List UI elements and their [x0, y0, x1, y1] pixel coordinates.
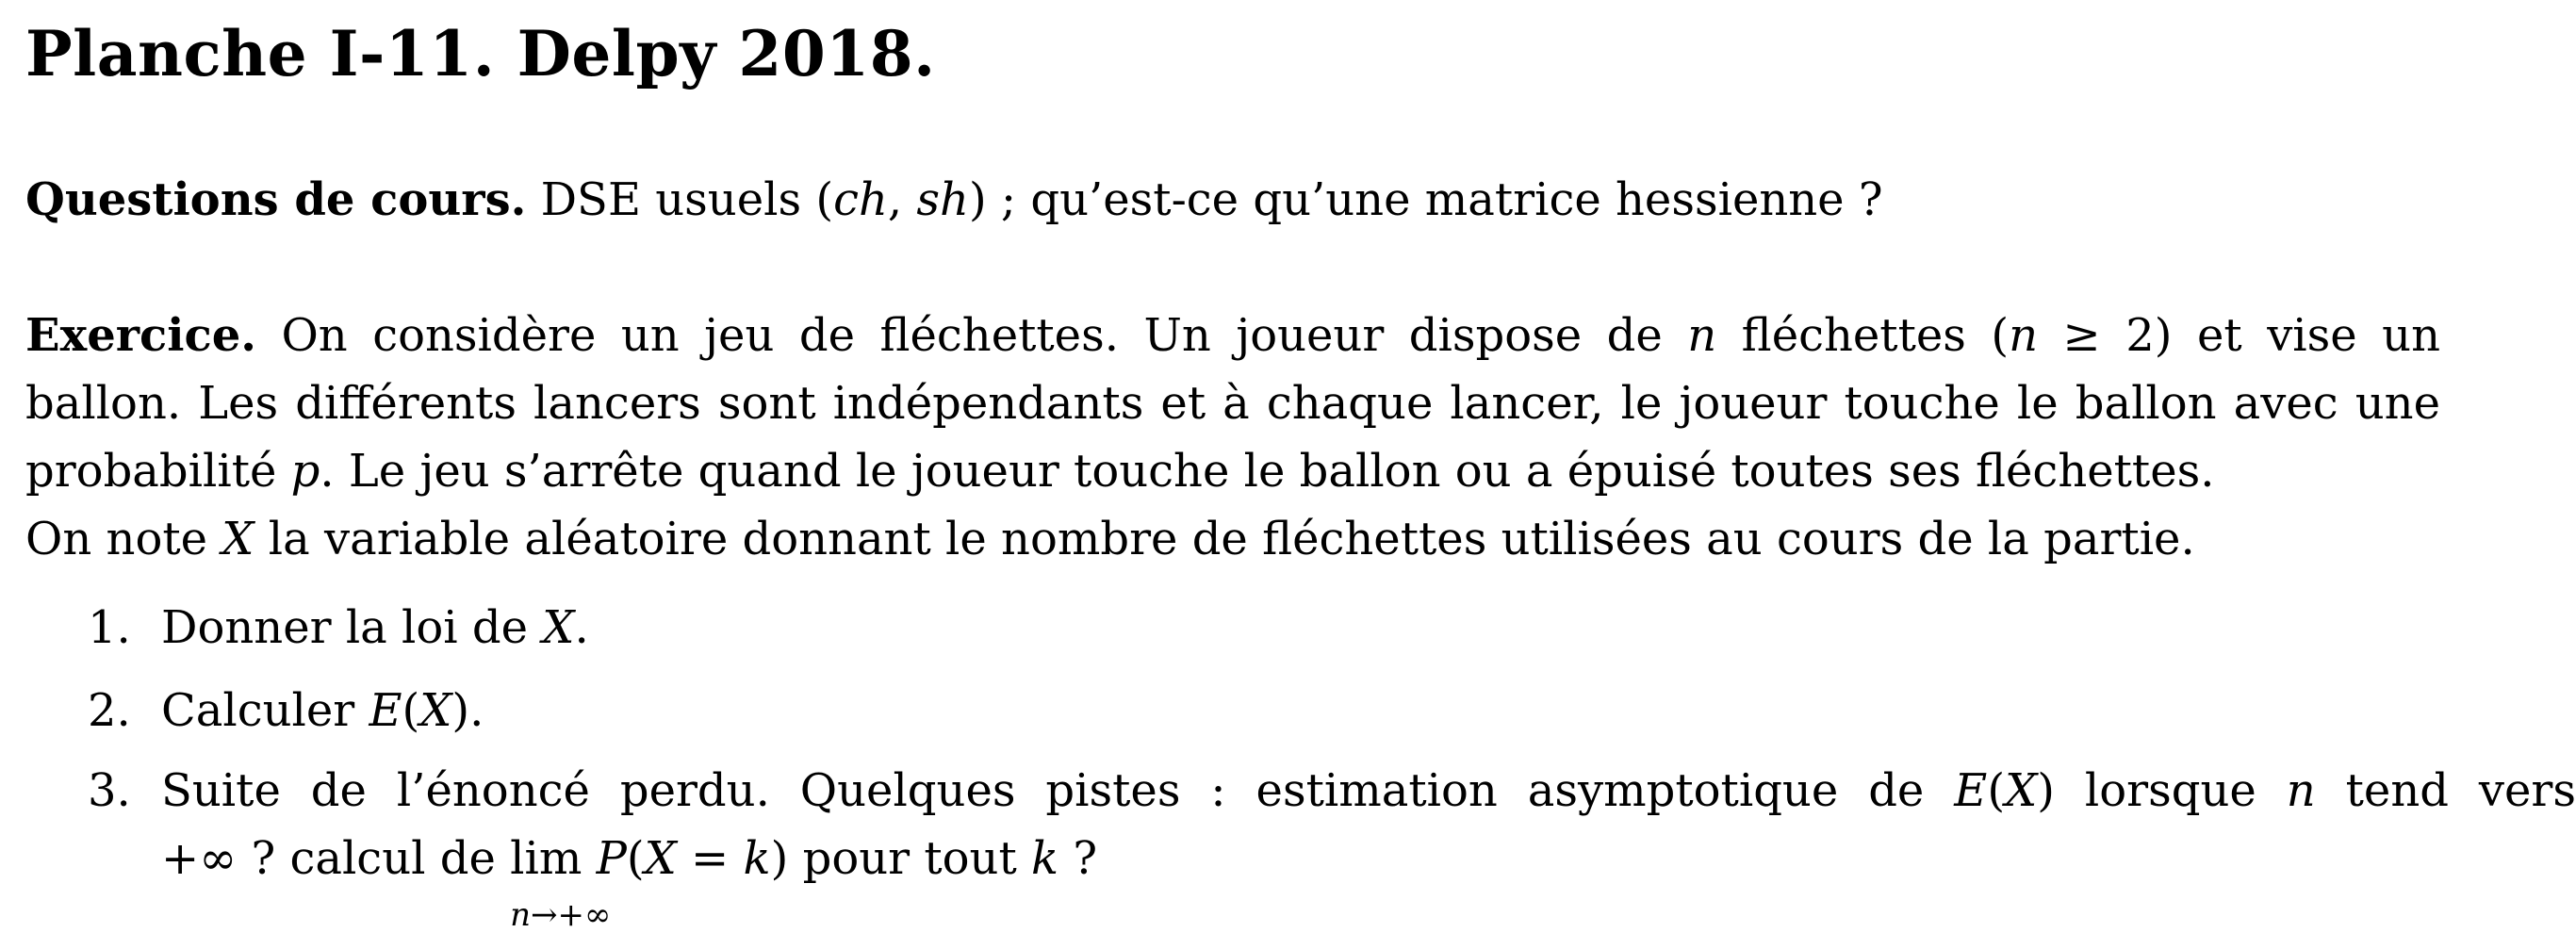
course-questions-label: Questions de cours. [25, 173, 527, 226]
math-k: k [743, 832, 771, 885]
math-X: X [644, 832, 677, 885]
item-1-text-b: . [574, 601, 589, 654]
course-questions-comma: , [887, 173, 917, 226]
expr-paren-open: ( [626, 832, 645, 885]
list-item-text [161, 594, 2576, 662]
item-3-text-b: lorsque [2054, 764, 2287, 817]
item-2-paren-open: ( [402, 684, 420, 737]
course-questions [25, 166, 1883, 234]
list-item [25, 757, 2576, 934]
item-3-text-c: tend vers [2315, 764, 2576, 817]
item-2-text-a: Calculer [161, 684, 369, 737]
course-questions-text-b: ) ; qu’est-ce qu’une matrice hessienne ? [968, 173, 1883, 226]
exercise-line-3-text-b: . Le jeu s’arrête quand le joueur touche le ballon ou a épuisé toutes ses fléchettes. [320, 445, 2215, 498]
exercise-line-1-text-a: On considère un jeu de fléchettes. Un joueur dispose de [255, 309, 1688, 362]
math-x: X [419, 684, 452, 737]
exercise-line-1-text-b: fléchettes ( [1716, 309, 2010, 362]
item-3-text-a: Suite de l’énoncé perdu. Quelques pistes : estimation asymptotique de [161, 764, 1955, 817]
math-e: E [1954, 764, 1988, 817]
item-3-paren-close: ) [2037, 764, 2055, 817]
item-3-line-2-text-a: +∞ ? calcul de [161, 832, 511, 885]
math-x: X [542, 601, 575, 654]
exercise-line-4 [25, 505, 2440, 573]
exercise-line-2: ballon. Les différents lancers sont indépendants et à chaque lancer, le joueur touche le ballon avec une [25, 377, 2440, 430]
list-item-text-line-1 [161, 757, 2576, 825]
exercise-line-1 [25, 302, 2440, 369]
limit-subscript: n→+∞ [510, 896, 612, 934]
exercise-line-4-text-b: la variable aléatoire donnant le nombre de fléchettes utilisées au cours de la partie. [254, 513, 2195, 565]
math-p: p [290, 445, 320, 498]
item-3-line-2-text-b: pour tout [788, 832, 1032, 885]
math-sh: sh [916, 173, 969, 226]
exercise-label: Exercice. [25, 309, 256, 362]
math-x: X [222, 513, 254, 565]
list-item-number: 2. [88, 684, 131, 737]
list-item-text [161, 677, 2576, 744]
expr-equals: = [676, 832, 744, 885]
math-n: n [1687, 309, 1717, 362]
exercise-paragraph [25, 302, 2440, 573]
math-n-2: n [2009, 309, 2039, 362]
item-2-paren-close: ). [451, 684, 484, 737]
list-item [25, 594, 2576, 662]
limit-operator [510, 825, 612, 934]
item-3-paren-open: ( [1987, 764, 2006, 817]
list-item-text-line-2 [161, 825, 2576, 934]
exercise-line-3-text-a: probabilité [25, 445, 291, 498]
list-item-number: 3. [88, 764, 131, 817]
math-ch: ch [833, 173, 888, 226]
page-title: Planche I-11. Delpy 2018. [25, 17, 936, 90]
exercise-line-4-text-a: On note [25, 513, 222, 565]
exercise-line-3 [25, 437, 2440, 505]
math-x: X [2005, 764, 2038, 817]
math-n: n [2286, 764, 2316, 817]
item-1-text-a: Donner la loi de [161, 601, 543, 654]
limit-label: lim [510, 832, 582, 885]
list-item-number: 1. [88, 601, 131, 654]
course-questions-text-a: DSE usuels ( [526, 173, 834, 226]
math-k-2: k [1031, 832, 1059, 885]
item-3-line-2-text-c: ? [1058, 832, 1098, 885]
math-e: E [369, 684, 402, 737]
exercise-line-1-text-c: ≥ 2) et vise un [2038, 309, 2441, 362]
list-item [25, 677, 2576, 744]
expr-paren-close: ) [770, 832, 789, 885]
math-P: P [596, 832, 627, 885]
